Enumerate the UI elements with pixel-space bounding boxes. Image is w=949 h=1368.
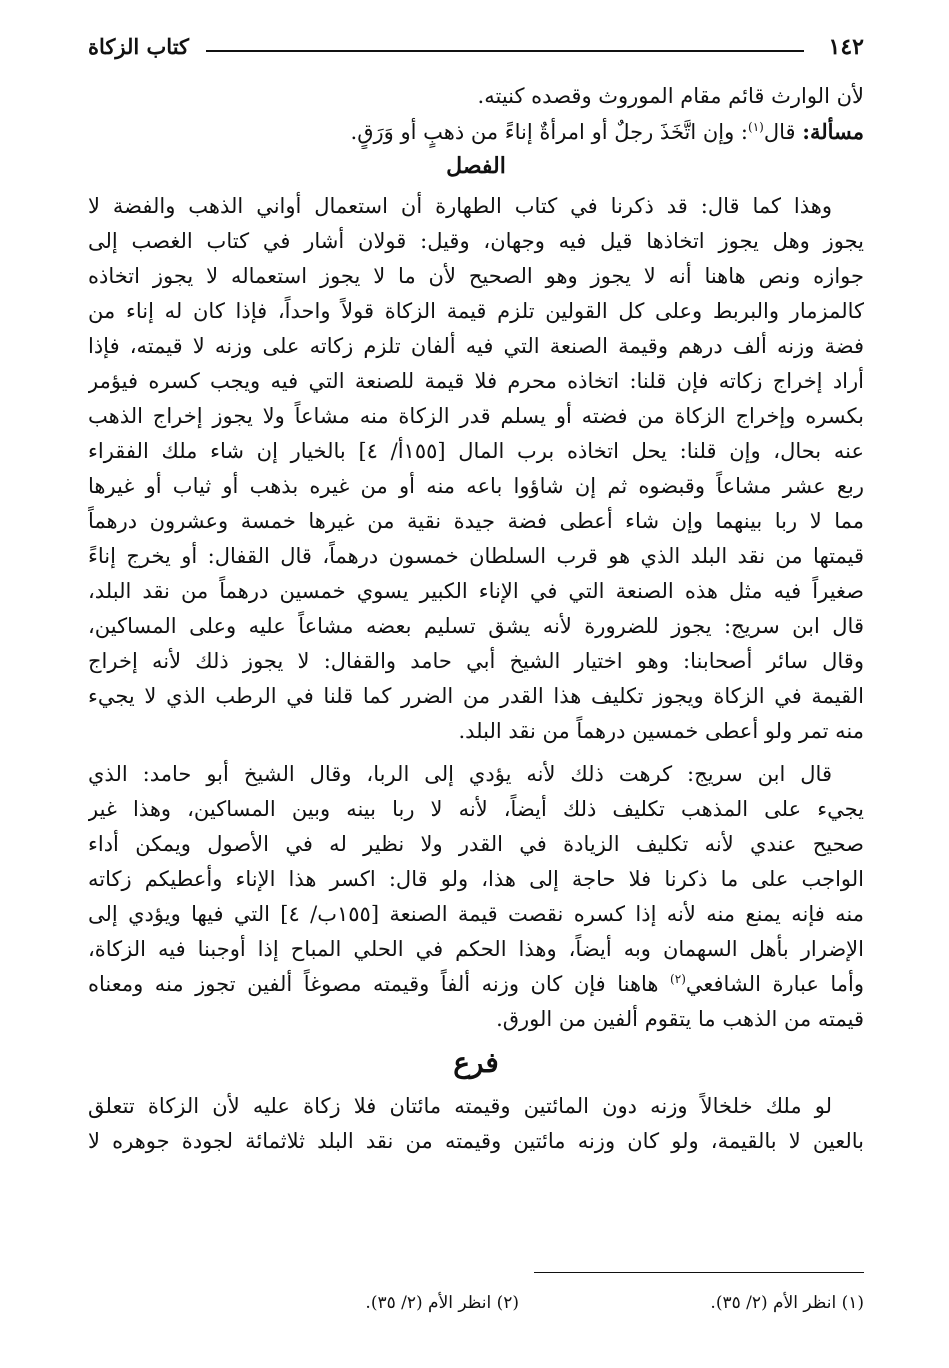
text-line: الواجب على ما ذكرنا فلا حاجة إلى هذا، ولو قال: اكسر هذا الإناء وأعطيكم زكاته bbox=[88, 867, 864, 891]
text-line: يجوز وهل يجوز اتخاذها قيل فيه وجهان، وقيل: قولان أشار في كتاب الغصب إلى bbox=[88, 229, 864, 253]
section-heading-fasl: الفصل bbox=[446, 153, 506, 179]
masala-line bbox=[88, 114, 864, 149]
section1-paragraph bbox=[88, 189, 864, 749]
shafii-text-a: وأما عبارة الشافعي bbox=[685, 972, 864, 996]
masala-text-a: قال bbox=[763, 120, 803, 144]
text-line: منه تمر ولو أعطى خمسين درهماً من نقد البلد. bbox=[458, 719, 864, 743]
footnote-2: (٢) انظر الأم (٢/ ٣٥). bbox=[365, 1293, 519, 1313]
text-line: بالعين لا بالقيمة، ولو كان وزنه مائتين وقيمته من نقد البلد ثلاثمائة لجودة جوهره لا bbox=[88, 1129, 864, 1153]
section-heading-far: فرع bbox=[453, 1046, 499, 1079]
header-rule bbox=[206, 50, 804, 52]
text-line: أراد إخراج زكاته فإن قلنا: اتخاذه محرم فلا قيمة للصنعة التي فيه ويجب كسره فيؤمر bbox=[88, 369, 864, 393]
masala-text-b: : وإن اتَّخَذَ رجلٌ أو امرأةٌ إناءً من ذهبٍ أو وَرَقٍ. bbox=[350, 120, 748, 144]
footnote-ref-2: (٢) bbox=[670, 972, 686, 986]
text-line: لو ملك خلخالاً وزنه دون المائتين وقيمته مائتان فلا زكاة عليه لأن الزكاة تتعلق bbox=[88, 1094, 832, 1118]
text-line bbox=[88, 967, 864, 1002]
footnote-ref-1: (١) bbox=[748, 120, 764, 134]
text-line: قيمته من الذهب ما يتقوم ألفين من الورق. bbox=[496, 1007, 864, 1031]
text-line: وقال سائر أصحابنا: وهو اختيار الشيخ أبي حامد والقفال: لا يجوز ذلك لأنه إخراج bbox=[88, 649, 864, 673]
text-line: عنه بحال، وإن قلنا: يحل اتخاذه برب المال [١٥٥أ/ ٤] بالخيار إن شاء ملك الفقراء bbox=[88, 439, 864, 463]
text-line: القيمة في الزكاة ويجوز تكليف هذا القدر من الضرر كما قلنا في الرطب الذي لا يجيء bbox=[88, 684, 864, 708]
text-line: بكسره وإخراج الزكاة من فضته أو يسلم قدر الزكاة منه مشاعاً ولا يجوز إخراج الذهب bbox=[88, 404, 864, 428]
text-line: فضة وزنه ألف درهم وقيمة الصنعة التي فيه ألفان تلزم زكاته على وزنه لا قيمته، فإذا bbox=[88, 334, 864, 358]
page-header bbox=[88, 34, 864, 64]
text-line: صغيراً فيه مثل هذه الصنعة التي في الإناء الكبير يسوي خمسين درهماً من نقد البلد، bbox=[88, 579, 864, 603]
text-line: كالمزمار والبربط وعلى كل القولين تلزم قيمة الزكاة قولاً واحداً، فإذا كان له إناء من bbox=[88, 299, 864, 323]
text-line: مما لا ربا بينهما وإن شاء أعطى فضة جيدة نقية من غيرها خمسة وعشرون درهماً bbox=[88, 509, 864, 533]
body-text bbox=[88, 79, 864, 1159]
footnote-rule bbox=[534, 1272, 864, 1273]
paragraph-2 bbox=[88, 757, 864, 1037]
text-line: منه فإنه يمنع منه لأنه إذا كسره نقصت قيمة الصنعة [١٥٥ب/ ٤] التي فيها ويؤدي إلى bbox=[88, 902, 864, 926]
text-line: الإضرار بأهل السهمان وبه أيضاً، وهذا الحكم في الحلي المباح إذا أوجبنا فيه الزكاة، bbox=[88, 937, 864, 961]
text-line: صحيح عندي لأنه تكليف الزيادة في القدر ولا نظير له في الأصول ويمكن أداء bbox=[88, 832, 864, 856]
text-line: قال ابن سريج: يجوز للضرورة لأنه يشق تسليم بعضه مشاعاً عليه وعلى المساكين، bbox=[88, 614, 864, 638]
text-line: قيمتها من نقد البلد الذي هو قرب السلطان خمسون درهماً، قال القفال: أو يخرج إناءً bbox=[88, 544, 864, 568]
text-line: وهذا كما قال: قد ذكرنا في كتاب الطهارة أن استعمال أواني الذهب والفضة لا bbox=[88, 194, 832, 218]
text-line: قال ابن سريج: كرهت ذلك لأنه يؤدي إلى الربا، وقال الشيخ أبو حامد: الذي bbox=[88, 762, 832, 786]
page-number: ١٤٢ bbox=[828, 34, 864, 60]
book-title: كتاب الزكاة bbox=[88, 34, 190, 59]
section2-paragraph bbox=[88, 1089, 864, 1159]
intro-line: لأن الوارث قائم مقام الموروث وقصده كنيته. bbox=[477, 84, 864, 108]
masala-label: مسألة: bbox=[802, 119, 864, 144]
shafii-text-b: هاهنا فإن كان وزنه ألفاً وقيمته مصوغاً ألفين تجوز منه ومعناه bbox=[88, 972, 671, 996]
text-line: يجيء على المذهب تكليف ذلك أيضاً، لأنه لا ربا بينه وبين المساكين، وهذا غير bbox=[88, 797, 864, 821]
footnote-1: (١) انظر الأم (٢/ ٣٥). bbox=[710, 1293, 864, 1313]
text-line: ربع عشر مشاعاً وقبضوه ثم إن شاؤوا باعه منه أو من غيره بذهب أو ثياب أو غيرها bbox=[88, 474, 864, 498]
text-line: جوازه ونص هاهنا أنه لا يجوز وهو الصحيح لأن ما لا يجوز استعماله لا يجوز اتخاذه bbox=[88, 264, 864, 288]
